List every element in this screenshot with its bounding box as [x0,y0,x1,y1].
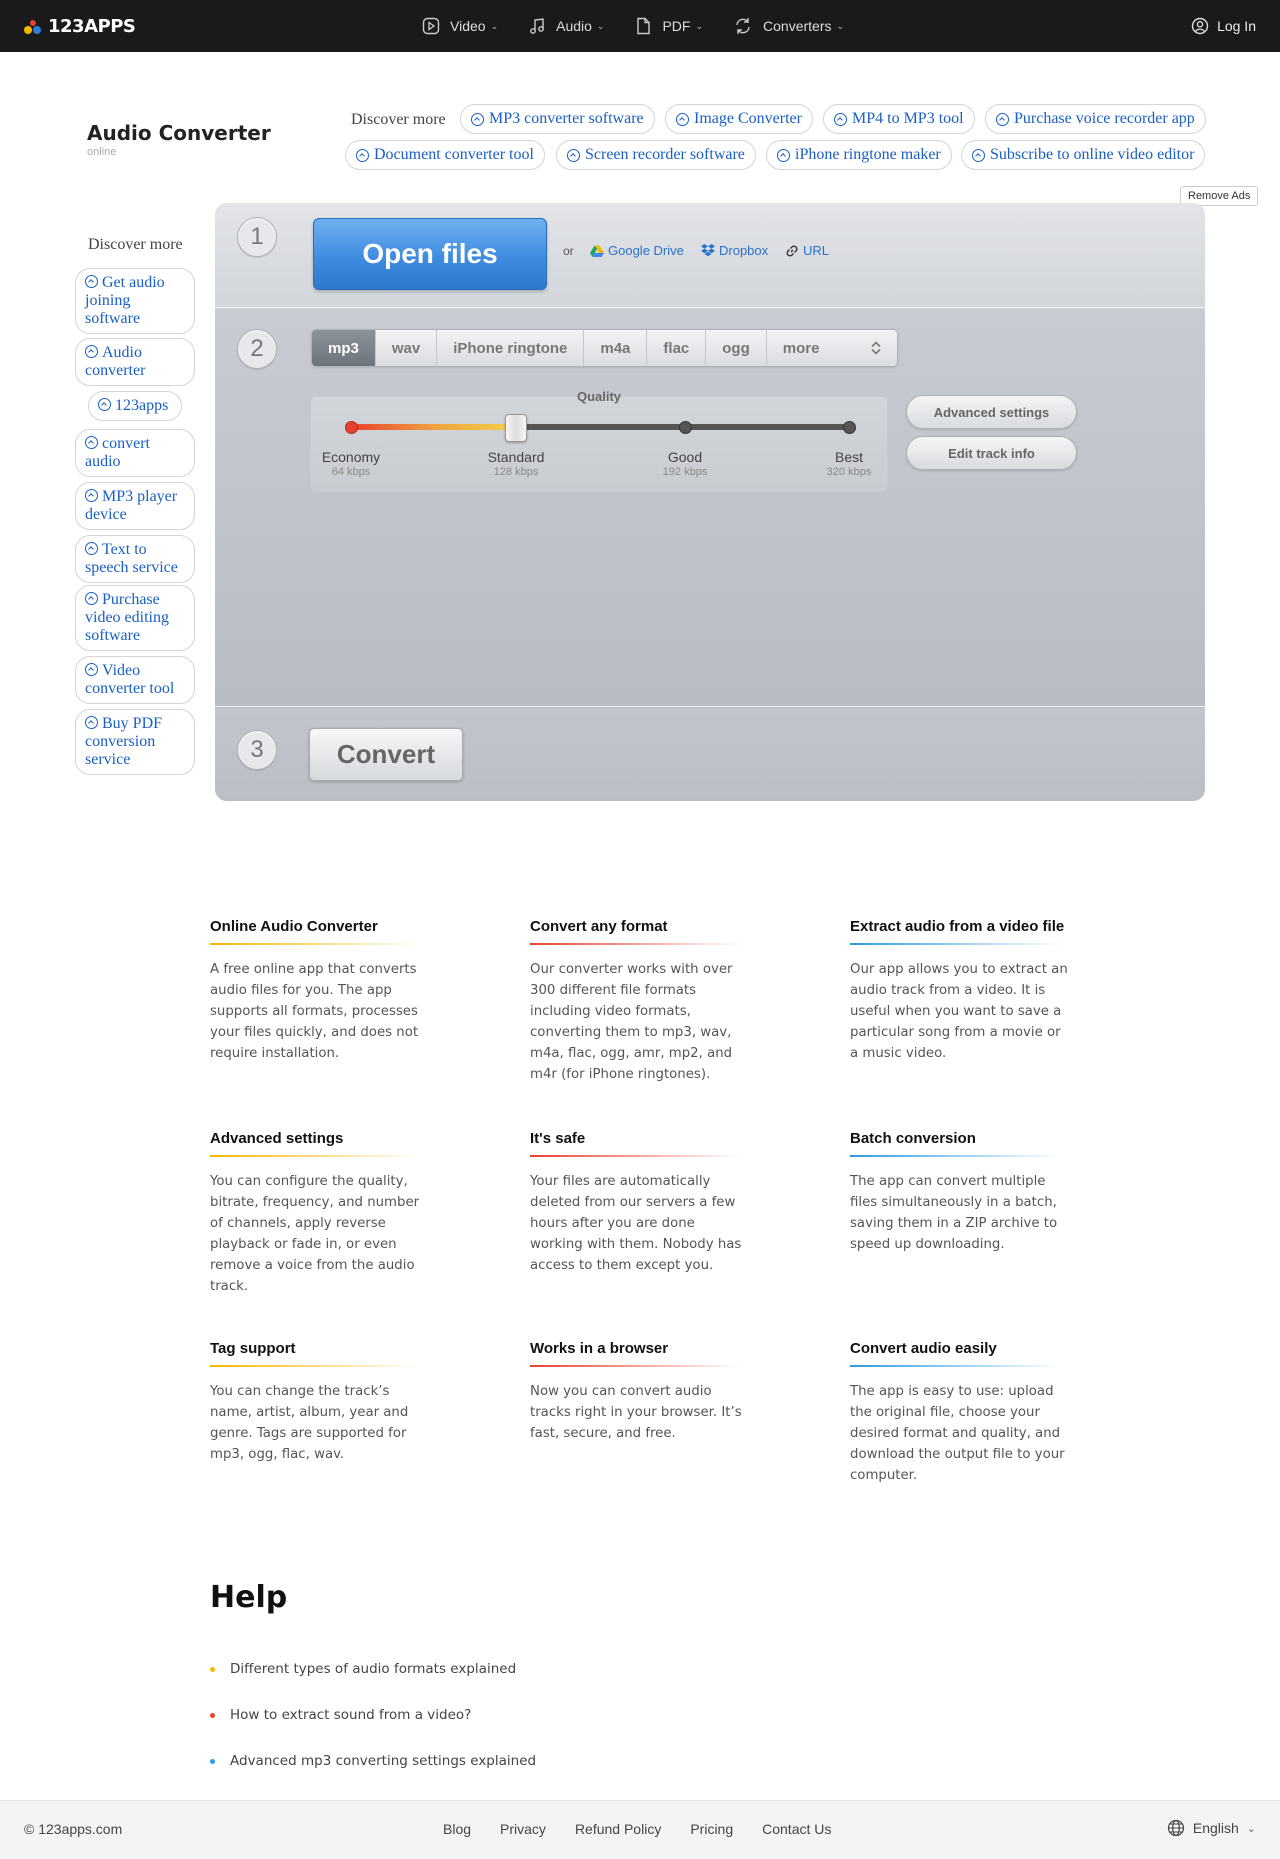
nav-audio-label: Audio [556,18,592,34]
step-number: 2 [237,329,277,369]
sort-arrows-icon [871,341,881,355]
quality-option-good[interactable] [635,449,735,478]
chevron-down-icon: ⌄ [596,20,605,31]
format-tab-wav[interactable]: wav [376,330,437,366]
discover-link-label: MP4 to MP3 tool [852,110,964,127]
feature-title: Convert any format [530,918,668,935]
dropbox-label: Dropbox [719,243,769,258]
link-icon [785,244,799,258]
google-drive-button[interactable] [590,243,684,258]
help-link-label: Advanced mp3 converting settings explained [230,1753,537,1769]
chevron-down-icon: ⌄ [695,20,704,31]
brand-name: 123APPS [48,15,136,37]
step-open-files [215,203,1205,308]
discover-link-label: Document converter tool [374,146,534,163]
feature-text: You can change the track’s name, artist, album, year and genre. Tags are supported for mp3, ogg, flac, wav. [210,1384,409,1462]
nav-converters[interactable] [733,16,844,36]
feature-card [850,916,1070,1064]
discover-link[interactable] [345,140,545,170]
sidebar-link-label: Get audio joining software [85,274,165,327]
open-files-button[interactable]: Open files [313,218,547,290]
feature-card [850,1128,1070,1255]
quality-slider-fill [351,424,516,430]
footer-link-privacy[interactable]: Privacy [500,1821,546,1837]
brand-logo[interactable] [24,14,135,38]
video-icon [422,17,440,35]
discover-link[interactable] [665,104,813,134]
nav-converters-label: Converters [763,18,832,34]
quality-name: Best [834,449,863,465]
sidebar-link-label: 123apps [115,397,169,414]
sidebar-link[interactable] [75,709,195,775]
quality-option-standard[interactable] [466,449,566,478]
help-link[interactable] [210,1753,536,1769]
feature-underline [850,943,1060,945]
arrow-circle-icon [85,436,98,449]
chevron-down-icon: ⌄ [836,20,845,31]
feature-underline [210,943,420,945]
sidebar-link-label: Text to speech service [85,541,178,576]
feature-card [530,1128,750,1276]
sidebar-link[interactable] [75,482,195,530]
help-link[interactable] [210,1661,516,1677]
feature-card [530,916,750,1085]
arrow-circle-icon [471,113,484,126]
format-tab-mp3[interactable]: mp3 [312,330,376,366]
feature-card [210,1128,430,1297]
sidebar-link[interactable] [88,391,182,421]
footer-link-blog[interactable]: Blog [443,1821,472,1837]
discover-link[interactable] [556,140,756,170]
feature-text: Your files are automatically deleted from our servers a few hours after you are done working with them. Nobody has access to them except you. [530,1174,742,1273]
feature-card [530,1338,750,1444]
feature-text: Now you can convert audio tracks right in your browser. It’s fast, secure, and free. [530,1384,742,1441]
quality-bitrate: 128 kbps [493,466,539,478]
format-tab-m4a[interactable]: m4a [584,330,647,366]
feature-title: Advanced settings [210,1130,344,1147]
feature-title: Convert audio easily [850,1340,997,1357]
bullet-dot-icon [210,1759,215,1764]
discover-link-label: Image Converter [694,110,802,127]
quality-name: Economy [321,449,381,465]
sidebar-discover-label: Discover more [88,236,183,253]
login-button[interactable] [1191,0,1256,52]
dropbox-icon [701,244,715,257]
quality-stop-economy[interactable] [345,421,358,434]
feature-underline [850,1155,1060,1157]
feature-title: Tag support [210,1340,296,1357]
logo-dots-icon [24,17,42,35]
language-label: English [1192,1820,1239,1836]
feature-underline [850,1365,1060,1367]
arrow-circle-icon [567,149,580,162]
copyright: © 123apps.com [24,1821,123,1837]
dropbox-button[interactable] [701,243,768,258]
step-number: 3 [237,730,277,770]
discover-link[interactable] [460,104,655,134]
quality-bitrate: 192 kbps [662,466,708,478]
quality-name: Standard [487,449,545,465]
discover-link-label: Subscribe to online video editor [990,146,1195,163]
login-label: Log In [1217,18,1256,34]
sidebar-link[interactable] [75,268,195,334]
discover-link-label: Screen recorder software [585,146,745,163]
quality-bitrate: 320 kbps [826,466,872,478]
google-drive-label: Google Drive [608,243,684,258]
quality-slider-track[interactable] [351,424,846,430]
arrow-circle-icon [98,398,111,411]
language-selector[interactable] [1167,1819,1256,1837]
arrow-circle-icon [85,716,98,729]
arrow-circle-icon [972,149,985,162]
arrow-circle-icon [85,663,98,676]
format-tab-ogg[interactable]: ogg [706,330,767,366]
discover-more-label: Discover more [351,111,446,128]
app-subtitle: online [87,146,117,158]
help-link[interactable] [210,1707,471,1723]
discover-link-label: MP3 converter software [489,110,644,127]
quality-selector [310,389,888,492]
advanced-settings-button[interactable]: Advanced settings [906,395,1077,429]
feature-text: Our converter works with over 300 different file formats including video formats, converting them to mp3, wav, m4a, flac, ogg, amr, mp2, and m4r (for iPhone ringtones). [530,962,733,1082]
step-number: 1 [237,217,277,257]
chevron-down-icon: ⌄ [490,20,499,31]
format-more-label: more [782,339,820,357]
globe-icon [1167,1819,1185,1837]
quality-label: Quality [576,389,622,404]
format-tab-iphone-ringtone[interactable]: iPhone ringtone [437,330,584,366]
feature-text: The app can convert multiple files simultaneously in a batch, saving them in a ZIP archive to speed up downloading. [850,1174,1058,1252]
help-link-label: How to extract sound from a video? [230,1707,472,1723]
top-navbar [0,0,1280,52]
nav-pdf-label: PDF [662,18,691,34]
quality-option-best[interactable] [799,449,899,478]
document-icon [634,17,652,35]
discover-link-label: Purchase voice recorder app [1014,110,1195,127]
nav-video-label: Video [450,18,486,34]
music-note-icon [528,17,546,35]
footer-link-contact-us[interactable]: Contact Us [762,1821,832,1837]
step-format-settings [215,309,1205,707]
app-title: Audio Converter [87,121,271,145]
footer [0,1800,1280,1859]
footer-link-refund-policy[interactable]: Refund Policy [574,1821,662,1837]
sidebar-link-label: MP3 player device [85,488,178,523]
discover-link[interactable] [766,140,952,170]
sidebar-link[interactable] [75,429,195,477]
arrow-circle-icon [777,149,790,162]
feature-text: A free online app that converts audio files for you. The app supports all formats, processes your files quickly, and does not require installation. [210,962,419,1061]
feature-underline [210,1155,420,1157]
chevron-down-icon: ⌄ [1246,1822,1256,1835]
discover-link[interactable] [961,140,1205,170]
feature-text: The app is easy to use: upload the original file, choose your desired format and quality, and download the output file to your computer. [850,1384,1065,1483]
quality-bitrate: 64 kbps [331,466,371,478]
quality-stop-best[interactable] [843,421,856,434]
feature-card [210,916,430,1064]
format-tab-flac[interactable]: flac [647,330,706,366]
user-icon [1191,17,1209,35]
quality-stop-good[interactable] [679,421,692,434]
discover-link-label: iPhone ringtone maker [795,146,941,163]
or-label: or [563,244,574,258]
url-button[interactable] [785,243,829,258]
discover-link[interactable] [985,104,1206,134]
convert-button[interactable]: Convert [309,728,463,781]
feature-text: Our app allows you to extract an audio track from a video. It is useful when you want to save a particular song from a movie or a music video. [850,962,1068,1061]
converter-panel [215,203,1205,801]
step-convert [215,708,1205,801]
footer-link-pricing[interactable]: Pricing [690,1821,734,1837]
google-drive-icon [590,245,604,257]
feature-underline [210,1365,420,1367]
feature-title: It's safe [530,1130,586,1147]
feature-underline [530,943,740,945]
format-tabs [311,329,898,367]
bullet-dot-icon [210,1667,215,1672]
edit-track-info-button[interactable]: Edit track info [906,436,1077,470]
feature-title: Extract audio from a video file [850,918,1065,935]
quality-option-economy[interactable] [301,449,401,478]
feature-underline [530,1155,740,1157]
feature-text: You can configure the quality, bitrate, frequency, and number of channels, apply reverse playback or fade in, or even remove a voice from the audio track. [210,1174,420,1294]
feature-card [850,1338,1070,1486]
help-link-label: Different types of audio formats explained [230,1661,517,1677]
nav-audio[interactable] [528,17,604,35]
url-label: URL [803,243,830,258]
convert-icon [733,16,753,36]
format-more-dropdown[interactable] [767,330,897,366]
quality-slider-thumb[interactable] [505,414,527,442]
discover-link[interactable] [823,104,975,134]
arrow-circle-icon [834,113,847,126]
arrow-circle-icon [85,592,98,605]
sidebar-link-label: Buy PDF conversion service [85,715,163,768]
arrow-circle-icon [85,345,98,358]
sidebar-link-label: Purchase video editing software [85,591,169,644]
arrow-circle-icon [996,113,1009,126]
quality-name: Good [667,449,703,465]
feature-title: Online Audio Converter [210,918,378,935]
main-menu [422,0,874,52]
feature-title: Batch conversion [850,1130,976,1147]
sidebar-link-label: convert audio [85,435,150,470]
sidebar-link-label: Audio converter [85,344,146,379]
arrow-circle-icon [356,149,369,162]
sidebar-link[interactable] [75,535,195,583]
remove-ads-button[interactable]: Remove Ads [1180,186,1258,206]
nav-pdf[interactable] [634,17,703,35]
arrow-circle-icon [85,275,98,288]
footer-links [443,1821,860,1837]
bullet-dot-icon [210,1713,215,1718]
help-heading: Help [210,1580,288,1615]
nav-video[interactable] [422,17,498,35]
feature-underline [530,1365,740,1367]
arrow-circle-icon [676,113,689,126]
sidebar-link[interactable] [75,585,195,651]
arrow-circle-icon [85,489,98,502]
sidebar-link[interactable] [75,338,195,386]
sidebar-link-label: Video converter tool [85,662,175,697]
feature-card [210,1338,430,1465]
sidebar-link[interactable] [75,656,195,704]
feature-title: Works in a browser [530,1340,669,1357]
arrow-circle-icon [85,542,98,555]
